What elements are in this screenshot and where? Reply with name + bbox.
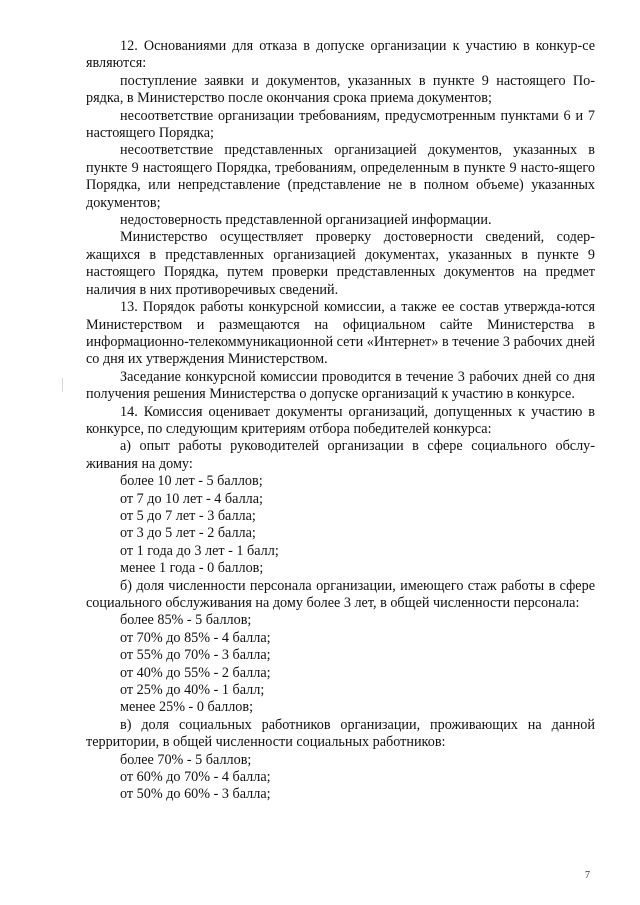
paragraph: 13. Порядок работы конкурсной комиссии, а также ее состав утвержда-ются Министерством и размещаются на официальном сайте Министерства в информационно-телекоммуникационной сети «Интернет» в течение 3 рабочих дней со дня их утверждения Министерством.: [86, 299, 595, 368]
paragraph: Министерство осуществляет проверку достоверности сведений, содер-жащихся в представленных организацией документах, указанных в пункте 9 настоящего Порядка, путем проверки представленных документов на предмет наличия в них противоречивых сведений.: [86, 229, 595, 298]
criteria-list: [86, 612, 595, 716]
list-item: более 85% - 5 баллов;: [120, 612, 252, 629]
list-item: от 1 года до 3 лет - 1 балл;: [120, 542, 279, 559]
criteria-list: [86, 752, 595, 804]
criteria-list: [86, 473, 595, 577]
list-item: от 7 до 10 лет - 4 балла;: [120, 490, 263, 507]
list-item: более 10 лет - 5 баллов;: [120, 473, 263, 490]
list-item: от 50% до 60% - 3 балла;: [120, 786, 271, 803]
page-number: 7: [585, 870, 590, 881]
scan-artifact-mark: [62, 378, 63, 392]
paragraph: б) доля численности персонала организации, имеющего стаж работы в сфере социального обслуживания на дому более 3 лет, в общей численности персонала:: [86, 577, 595, 611]
list-item: от 5 до 7 лет - 3 балла;: [120, 507, 256, 524]
paragraph: 12. Основаниями для отказа в допуске организации к участию в конкур-се являются:: [86, 38, 595, 72]
paragraph: несоответствие организации требованиям, предусмотренным пунктами 6 и 7 настоящего Порядка;: [86, 107, 595, 142]
paragraph: поступление заявки и документов, указанных в пункте 9 настоящего По-рядка, в Министерство после окончания срока приема документов;: [86, 72, 595, 107]
list-item: менее 1 года - 0 баллов;: [120, 560, 264, 577]
list-item: от 25% до 40% - 1 балл;: [120, 682, 265, 699]
list-item: от 60% до 70% - 4 балла;: [120, 769, 271, 786]
paragraph: а) опыт работы руководителей организации в сфере социального обслу-живания на дому:: [86, 438, 595, 472]
list-item: от 55% до 70% - 3 балла;: [120, 647, 271, 664]
list-item: от 40% до 55% - 2 балла;: [120, 664, 271, 681]
list-item: от 70% до 85% - 4 балла;: [120, 629, 271, 646]
paragraph: несоответствие представленных организацией документов, указанных в пункте 9 настоящего Порядка, требованиям, определенным в пункте 9 насто-ящего Порядка, или непредставление (представление не в полном объеме) указанных документов;: [86, 142, 595, 211]
paragraph: 14. Комиссия оценивает документы организаций, допущенных к участию в конкурсе, по следующим критериям отбора победителей конкурса:: [86, 403, 595, 437]
list-item: более 70% - 5 баллов;: [120, 751, 252, 768]
paragraph: Заседание конкурсной комиссии проводится в течение 3 рабочих дней со дня получения решения Министерства о допуске организаций к участию в конкурсе.: [86, 368, 595, 403]
paragraph: в) доля социальных работников организации, проживающих на данной территории, в общей численности социальных работников:: [86, 716, 595, 751]
list-item: от 3 до 5 лет - 2 балла;: [120, 525, 256, 542]
list-item: менее 25% - 0 баллов;: [120, 699, 254, 716]
paragraph: недостоверность представленной организацией информации.: [120, 212, 492, 229]
document-body: [86, 38, 595, 804]
